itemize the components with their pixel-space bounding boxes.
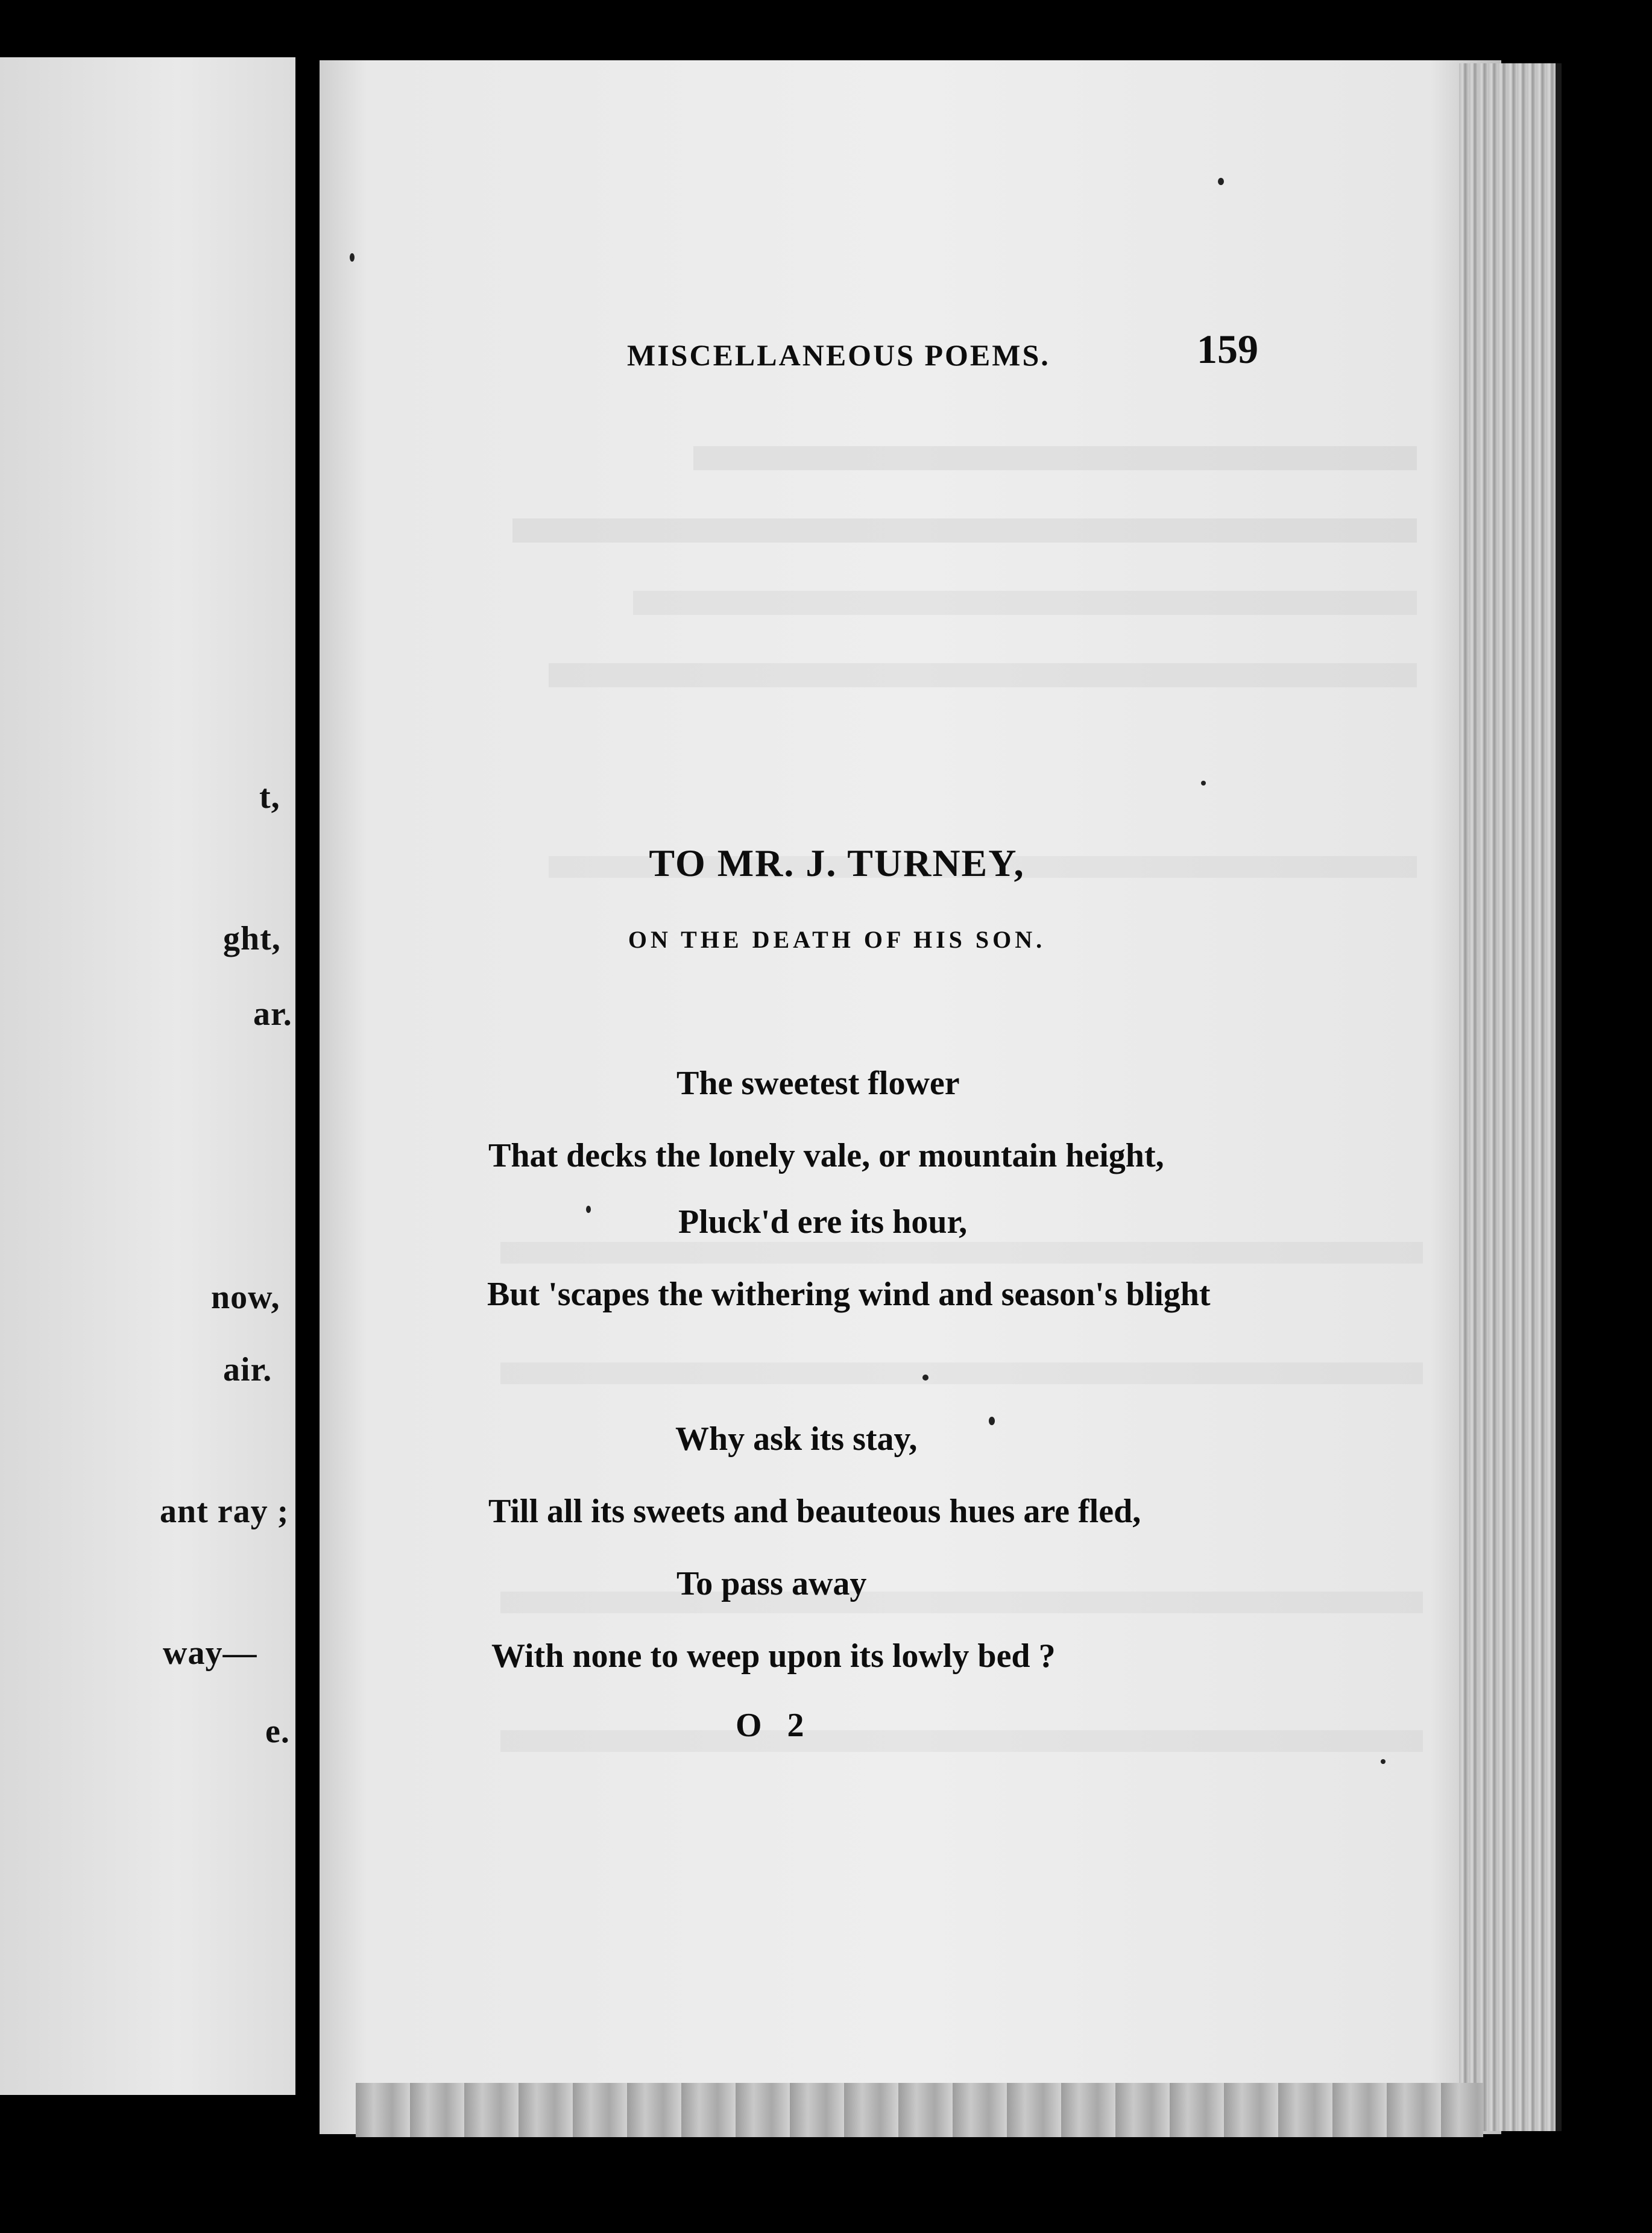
verse-line: To pass away bbox=[676, 1565, 867, 1602]
show-through-shadow bbox=[512, 518, 1417, 543]
left-page-fragment: ght, bbox=[223, 920, 281, 957]
left-page-fragment: t, bbox=[259, 778, 280, 816]
left-page-fragment: air. bbox=[223, 1351, 273, 1388]
book-binding-gutter bbox=[295, 48, 320, 2110]
verse-line: Till all its sweets and beauteous hues are fled, bbox=[488, 1493, 1141, 1530]
verse-line: But 'scapes the withering wind and season's blight bbox=[487, 1276, 1211, 1313]
verse-line: Why ask its stay, bbox=[675, 1420, 918, 1458]
running-head: MISCELLANEOUS POEMS. bbox=[627, 338, 1050, 372]
poem-subtitle: ON THE DEATH OF HIS SON. bbox=[628, 926, 1046, 953]
left-page-fragment: now, bbox=[211, 1279, 280, 1316]
show-through-shadow bbox=[633, 591, 1417, 615]
scan-speck bbox=[586, 1206, 591, 1213]
left-page-fragment: e. bbox=[265, 1713, 290, 1750]
scan-speck bbox=[1218, 178, 1224, 185]
scan-speck bbox=[1381, 1759, 1386, 1764]
left-page-fragment: ar. bbox=[253, 995, 292, 1033]
page-fore-edge bbox=[1459, 63, 1562, 2131]
show-through-shadow bbox=[693, 446, 1417, 470]
verse-line: The sweetest flower bbox=[676, 1065, 960, 1102]
left-facing-page bbox=[0, 57, 295, 2095]
page-bottom-edge bbox=[356, 2083, 1483, 2137]
verse-line: That decks the lonely vale, or mountain height, bbox=[488, 1137, 1164, 1174]
page-number: 159 bbox=[1197, 326, 1258, 372]
left-page-fragment: way— bbox=[163, 1634, 257, 1672]
scan-speck bbox=[989, 1417, 995, 1425]
signature-mark: O 2 bbox=[736, 1707, 813, 1744]
show-through-shadow bbox=[549, 663, 1417, 687]
verse-line: Pluck'd ere its hour, bbox=[678, 1203, 968, 1241]
show-through-shadow bbox=[500, 1592, 1423, 1613]
scan-speck bbox=[1201, 781, 1206, 786]
show-through-shadow bbox=[500, 1730, 1423, 1752]
left-page-fragment: ant ray ; bbox=[160, 1493, 289, 1530]
poem-title: TO MR. J. TURNEY, bbox=[649, 842, 1025, 884]
show-through-shadow bbox=[500, 1362, 1423, 1384]
verse-line: With none to weep upon its lowly bed ? bbox=[491, 1637, 1056, 1675]
scan-speck bbox=[922, 1375, 928, 1381]
scan-speck bbox=[350, 253, 355, 262]
show-through-shadow bbox=[500, 1242, 1423, 1264]
